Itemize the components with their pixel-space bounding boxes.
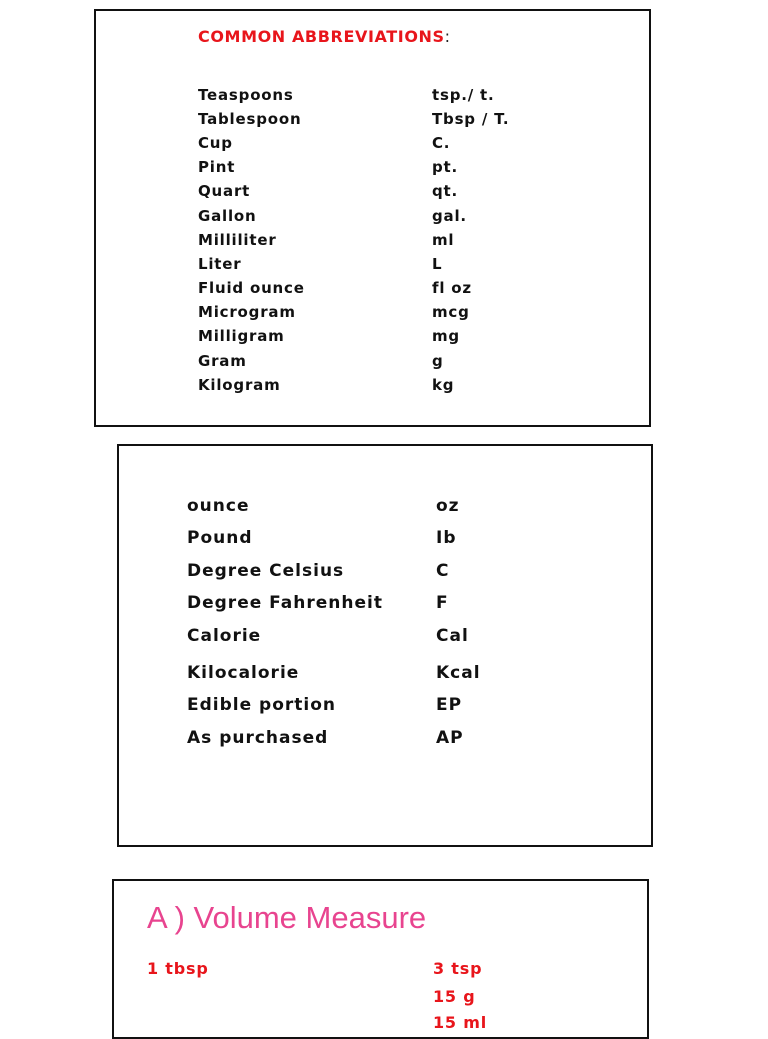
abbr-text: qt. — [432, 182, 459, 200]
abbr-text: Ib — [436, 528, 457, 548]
abbr-text: mg — [432, 327, 460, 345]
volume-measure-card — [112, 879, 649, 1039]
term-text: Edible portion — [187, 695, 337, 715]
abbreviations-card-2 — [117, 444, 653, 847]
term-text: Degree Celsius — [187, 561, 345, 581]
term-text: As purchased — [187, 728, 329, 748]
abbreviations-title-colon: : — [444, 27, 451, 46]
abbreviations-title-text: COMMON ABBREVIATIONS — [198, 27, 445, 46]
abbr-text: pt. — [432, 158, 459, 176]
volume-left-value: 1 tbsp — [147, 959, 209, 978]
abbr-text: Cal — [436, 626, 469, 646]
term-text: Calorie — [187, 626, 262, 646]
term-text: Quart — [198, 182, 251, 200]
term-text: Pint — [198, 158, 236, 176]
abbr-text: Kcal — [436, 663, 481, 683]
term-text: Cup — [198, 134, 233, 152]
abbr-text: L — [432, 255, 443, 273]
abbr-text: AP — [436, 728, 464, 748]
abbr-text: Tbsp / T. — [432, 110, 510, 128]
term-text: Kilogram — [198, 376, 281, 394]
term-text: ounce — [187, 496, 250, 516]
abbr-text: kg — [432, 376, 455, 394]
term-text: Fluid ounce — [198, 279, 305, 297]
volume-equivalent-ml: 15 ml — [433, 1013, 487, 1032]
term-text: Gram — [198, 352, 247, 370]
abbr-text: F — [436, 593, 449, 613]
term-text: Milligram — [198, 327, 285, 345]
term-text: Kilocalorie — [187, 663, 300, 683]
term-text: Milliliter — [198, 231, 277, 249]
term-text: Microgram — [198, 303, 296, 321]
term-text: Teaspoons — [198, 86, 294, 104]
term-text: Degree Fahrenheit — [187, 593, 383, 613]
abbr-text: ml — [432, 231, 455, 249]
term-text: Liter — [198, 255, 242, 273]
volume-measure-heading: A ) Volume Measure — [147, 900, 427, 935]
volume-equivalent-grams: 15 g — [433, 987, 476, 1006]
abbr-text: EP — [436, 695, 463, 715]
abbreviations-card-1 — [94, 9, 651, 427]
abbr-text: C — [436, 561, 450, 581]
abbr-text: mcg — [432, 303, 470, 321]
abbr-text: g — [432, 352, 444, 370]
term-text: Pound — [187, 528, 253, 548]
abbr-text: C. — [432, 134, 451, 152]
term-text: Tablespoon — [198, 110, 302, 128]
abbr-text: tsp./ t. — [432, 86, 495, 104]
abbr-text: fl oz — [432, 279, 472, 297]
abbr-text: gal. — [432, 207, 467, 225]
volume-equivalent-tsp: 3 tsp — [433, 959, 483, 978]
term-text: Gallon — [198, 207, 257, 225]
abbreviations-title — [198, 27, 451, 46]
abbr-text: oz — [436, 496, 460, 516]
